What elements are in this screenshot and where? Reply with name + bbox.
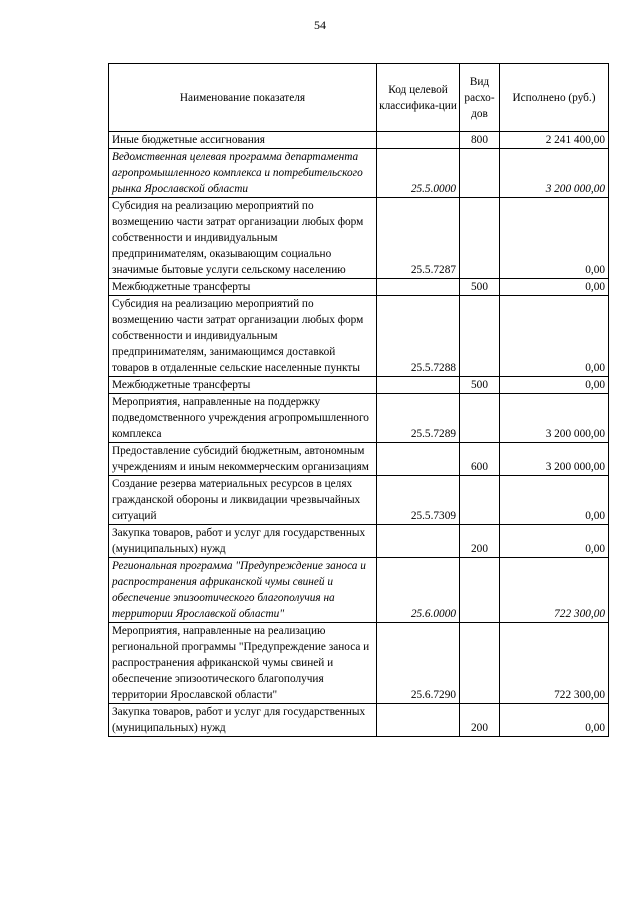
row-indicator-name: Субсидия на реализацию мероприятий по возмещению части затрат организации любых форм собственности и индивидуальным предпринимателям, оказывающим социально значимые бытовые услуги сельскому населению <box>109 198 377 279</box>
table-row <box>109 443 609 476</box>
row-expense-kind: 200 <box>460 704 500 737</box>
row-indicator-name: Субсидия на реализацию мероприятий по возмещению части затрат организации любых форм собственности и индивидуальным предпринимателям, занимающимся доставкой товаров в отдаленные сельские населенные пункты <box>109 296 377 377</box>
row-target-code: 25.5.0000 <box>377 149 460 198</box>
row-indicator-name: Мероприятия, направленные на поддержку подведомственного учреждения агропромышленного комплекса <box>109 394 377 443</box>
row-expense-kind <box>460 296 500 377</box>
row-indicator-name: Закупка товаров, работ и услуг для государственных (муниципальных) нужд <box>109 704 377 737</box>
row-executed-amount: 0,00 <box>500 476 609 525</box>
row-executed-amount: 3 200 000,00 <box>500 443 609 476</box>
row-target-code: 25.5.7289 <box>377 394 460 443</box>
row-expense-kind: 600 <box>460 443 500 476</box>
row-indicator-name: Ведомственная целевая программа департамента агропромышленного комплекса и потребительского рынка Ярославской области <box>109 149 377 198</box>
row-executed-amount: 3 200 000,00 <box>500 394 609 443</box>
row-executed-amount: 0,00 <box>500 377 609 394</box>
header-executed-amount: Исполнено (руб.) <box>500 64 609 132</box>
table-row <box>109 296 609 377</box>
row-target-code: 25.5.7309 <box>377 476 460 525</box>
row-indicator-name: Предоставление субсидий бюджетным, автономным учреждениям и иным некоммерческим организациям <box>109 443 377 476</box>
table-row <box>109 394 609 443</box>
row-indicator-name: Создание резерва материальных ресурсов в целях гражданской обороны и ликвидации чрезвычайных ситуаций <box>109 476 377 525</box>
row-target-code <box>377 443 460 476</box>
table-body <box>109 132 609 737</box>
header-expense-kind: Вид расхо-дов <box>460 64 500 132</box>
row-target-code: 25.5.7287 <box>377 198 460 279</box>
row-indicator-name: Межбюджетные трансферты <box>109 279 377 296</box>
row-expense-kind: 800 <box>460 132 500 149</box>
table-row <box>109 377 609 394</box>
program-row <box>109 149 609 198</box>
row-expense-kind <box>460 149 500 198</box>
row-expense-kind: 500 <box>460 377 500 394</box>
table-row <box>109 623 609 704</box>
row-indicator-name: Региональная программа "Предупреждение заноса и распространения африканской чумы свиней и обеспечение эпизоотического благополучия на территории Ярославской области" <box>109 558 377 623</box>
row-target-code: 25.6.0000 <box>377 558 460 623</box>
row-target-code <box>377 132 460 149</box>
row-expense-kind: 500 <box>460 279 500 296</box>
row-expense-kind <box>460 476 500 525</box>
row-expense-kind <box>460 558 500 623</box>
row-target-code <box>377 704 460 737</box>
table-row <box>109 279 609 296</box>
row-executed-amount: 2 241 400,00 <box>500 132 609 149</box>
table-row <box>109 132 609 149</box>
table-row <box>109 525 609 558</box>
row-executed-amount: 0,00 <box>500 279 609 296</box>
row-executed-amount: 722 300,00 <box>500 558 609 623</box>
row-executed-amount: 3 200 000,00 <box>500 149 609 198</box>
table-row <box>109 704 609 737</box>
row-executed-amount: 0,00 <box>500 198 609 279</box>
row-expense-kind <box>460 394 500 443</box>
row-target-code <box>377 377 460 394</box>
table-row <box>109 198 609 279</box>
page-number: 54 <box>314 18 326 32</box>
row-expense-kind <box>460 198 500 279</box>
budget-execution-table <box>108 63 609 737</box>
row-expense-kind: 200 <box>460 525 500 558</box>
row-indicator-name: Межбюджетные трансферты <box>109 377 377 394</box>
row-target-code: 25.5.7288 <box>377 296 460 377</box>
row-executed-amount: 722 300,00 <box>500 623 609 704</box>
table-header-row <box>109 64 609 132</box>
header-indicator-name: Наименование показателя <box>109 64 377 132</box>
row-executed-amount: 0,00 <box>500 296 609 377</box>
row-executed-amount: 0,00 <box>500 525 609 558</box>
row-target-code <box>377 279 460 296</box>
row-indicator-name: Закупка товаров, работ и услуг для государственных (муниципальных) нужд <box>109 525 377 558</box>
row-executed-amount: 0,00 <box>500 704 609 737</box>
row-target-code: 25.6.7290 <box>377 623 460 704</box>
row-expense-kind <box>460 623 500 704</box>
program-row <box>109 558 609 623</box>
header-target-code: Код целевой классифика-ции <box>377 64 460 132</box>
row-target-code <box>377 525 460 558</box>
row-indicator-name: Мероприятия, направленные на реализацию региональной программы "Предупреждение заноса и распространения африканской чумы свиней и обеспечение эпизоотического благополучия территории Ярославской области" <box>109 623 377 704</box>
row-indicator-name: Иные бюджетные ассигнования <box>109 132 377 149</box>
table-row <box>109 476 609 525</box>
